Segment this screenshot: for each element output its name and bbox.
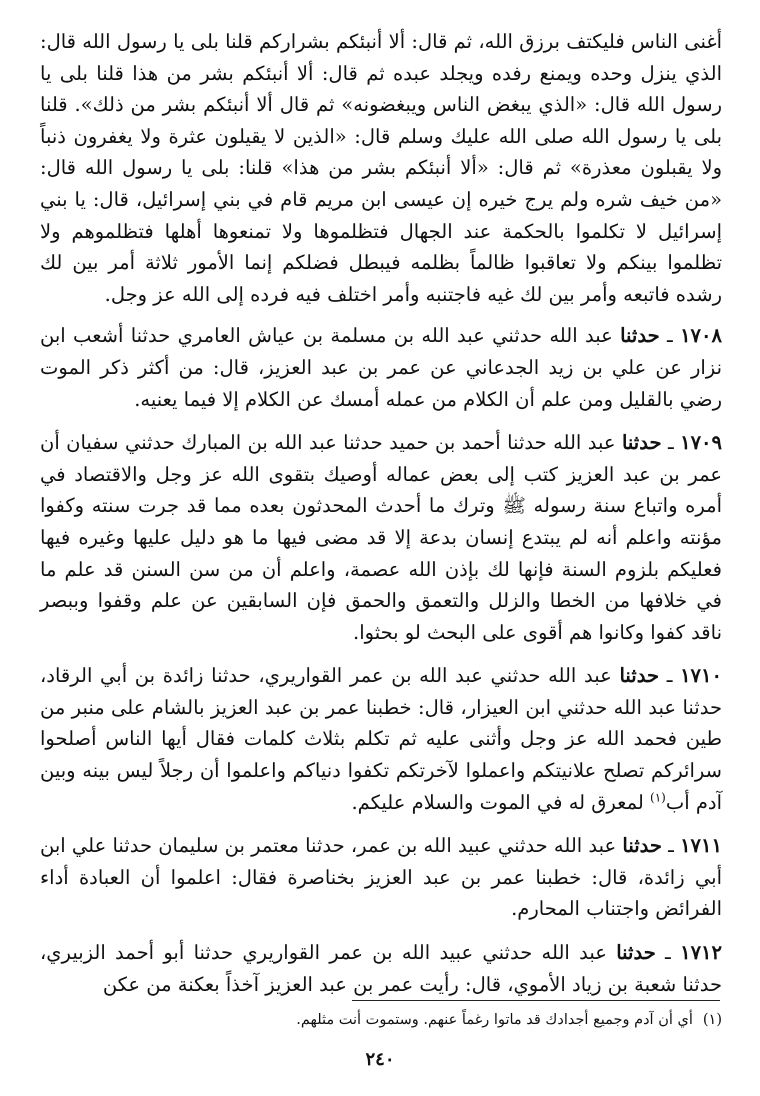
entry-text: عبد الله حدثني عبد الله بن عمر القواريري، حدثنا زائدة بن أبي الرقاد، حدثنا عبد الله حدثني ابن العيزار، قال: خطبنا عمر بن عبد العزيز بالشام على منبر من طين فحمد الله عز وجل وأثنى عليه ثم تكلم بثلاث كلمات فقال أيها الناس أصلحوا سرائركم تصلح علانيتكم واعملوا لآخرتكم تكفوا دنياكم واعلموا أن رجلاً ليس بينه وبين آدم أب [40,664,722,814]
entry-dash: ـ [655,941,681,965]
entry-text: عبد الله حدثني عبيد الله بن عمر، حدثنا معتمر بن سليمان حدثنا علي ابن أبي زائدة، قال: خطبنا عمر بن عبد العزيز بخناصرة فقال: اعلموا أن العبادة أداء الفرائض واجتناب المحارم. [40,834,722,921]
footnote-text: أي أن آدم وجميع أجدادك قد ماتوا رغماً عنهم. وستموت أنت مثلهم. [296,1012,693,1028]
footnote-reference: (١) [650,790,666,805]
footnote-number: (١) [702,1012,722,1028]
entry-keyword: حدثنا [620,324,660,348]
footnote [40,1009,722,1031]
page-number: ٢٤٠ [365,1049,395,1070]
intro-paragraph: أغنى الناس فليكتف برزق الله، ثم قال: ألا أنبئكم بشراركم قلنا بلى يا رسول الله قال: الذي ينزل وحده ويمنع رفده ويجلد عبده ثم قال: ألا أنبئكم بشر من هذا قلنا بلى يا رسول الله قال: «الذي يبغض الناس ويبغضونه» ثم قال ألا أنبئكم بشر من ذلك». قلنا بلى يا رسول الله صلى الله عليك وسلم قال: «الذين لا يقيلون عثرة ولا يغفرون ذنباً ولا يقبلون معذرة» ثم قال: «ألا أنبئكم بشر من هذا» قلنا: بلى يا رسول الله قال: «من خيف شره ولم يرج خيره إن عيسى ابن مريم قام في بني إسرائيل، قال: يا بني إسرائيل لا تكلموا بالحكمة عند الجهال فتظلموها ولا تمنعوها أهلها فتظلموهم ولا تظلموا بينكم ولا تعاقبوا ظالماً بظلمه فيبطل فضلكم إنما الأمور ثلاثة أمر بين لك رشده فاتبعه وأمر بين لك غيه فاجتنبه وأمر اختلف فيه فرده إلى الله عز وجل. [40,30,722,306]
page-body [40,26,722,1012]
entry-dash: ـ [661,431,681,455]
entry-keyword: حدثنا [621,431,662,455]
entry-keyword: حدثنا [619,664,660,688]
entry-keyword: حدثنا [616,941,656,965]
entry-dash: ـ [659,324,681,348]
entry-number: ١٧٠٨ [680,324,722,348]
entry-text-continued: لمعرق له في الموت والسلام عليكم. [351,790,651,814]
entry-1710 [40,660,722,818]
entry-1711 [40,830,722,925]
entry-1712 [40,937,722,1000]
entry-keyword: حدثنا [622,834,662,858]
entry-dash: ـ [661,834,681,858]
entry-number: ١٧١١ [680,834,722,858]
entry-1708 [40,320,722,415]
entry-dash: ـ [659,664,681,688]
entry-number: ١٧٠٩ [680,431,722,455]
entry-number: ١٧١٢ [680,941,722,965]
entry-text: عبد الله حدثني عبد الله بن مسلمة بن عياش العامري حدثنا أشعب ابن نزار عن علي بن زيد الجدعاني عن عمر بن عبد العزيز، قال: من أكثر ذكر الموت رضي بالقليل ومن علم أن الكلام من عمله أمسك عن الكلام إلا فيما يعنيه. [40,324,722,411]
entry-text: عبد الله حدثني عبيد الله بن عمر القواريري حدثنا أبو أحمد الزبيري، حدثنا شعبة بن زياد الأموي، قال: رأيت عمر بن عبد العزيز آخذاً بعكنة من عكن [40,941,722,996]
entry-text: عبد الله حدثنا أحمد بن حميد حدثنا عبد الله بن المبارك حدثني سفيان أن عمر بن عبد العزيز كتب إلى بعض عماله أوصيك بتقوى الله عز وجل والاقتصاد في أمره واتباع سنة رسوله ﷺ وترك ما أحدث المحدثون بعده مما قد جرت سنته وكفوا مؤنته واعلم أنه لم يبتدع إنسان بدعة إلا قد مضى فيها ما هو دليل عليها وغيره فيها فعليكم بلزوم السنة فإنها لك بإذن الله عصمة، واعلم أن من سن السنن قد علم ما في خلافها من الخطا والزلل والتعمق والحمق فإن السابقين عن علم وقفوا وببصر ناقد كفوا وكانوا هم أقوى على البحث لو بحثوا. [40,431,722,644]
footnote-divider [352,1000,720,1001]
entry-number: ١٧١٠ [680,664,722,688]
entry-1709 [40,427,722,648]
